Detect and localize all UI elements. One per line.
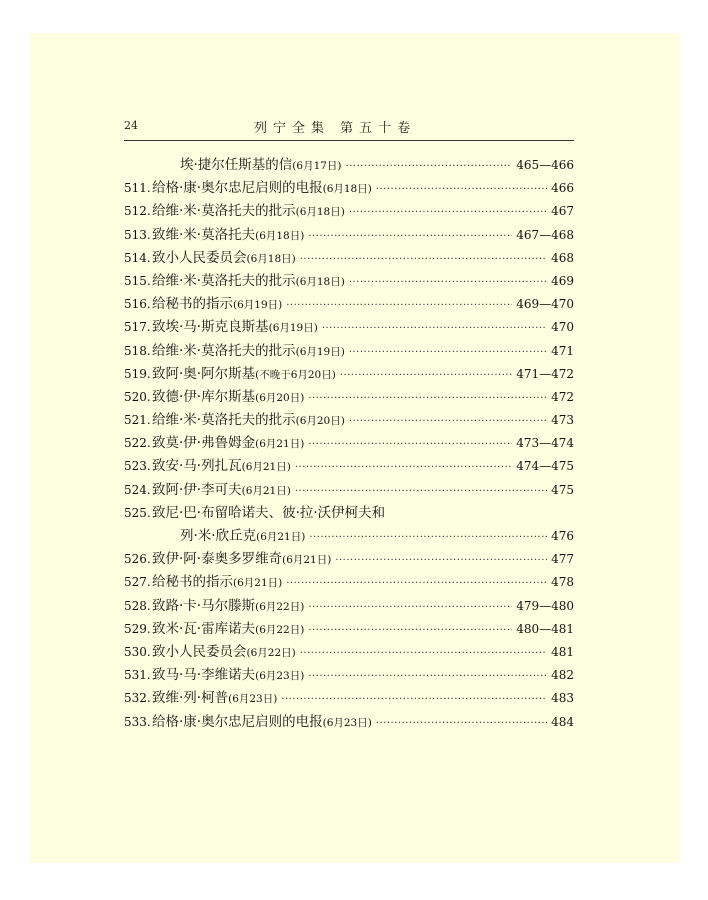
table-of-contents	[124, 153, 574, 733]
entry-date: (不晚于6月20日)	[255, 368, 336, 381]
entry-title: 给维·米·莫洛托夫的批示	[152, 272, 296, 289]
entry-title: 埃·捷尔任斯基的信	[180, 157, 293, 173]
entry-pages: 482	[551, 668, 574, 683]
toc-entry	[124, 292, 574, 315]
entry-pages: 483	[551, 691, 574, 706]
entry-date: (6月23日)	[255, 670, 305, 683]
entry-number: 523.	[124, 459, 151, 474]
entry-date: (6月21日)	[255, 438, 305, 451]
entry-pages: 476	[551, 529, 574, 543]
entry-date: (6月22日)	[255, 623, 305, 636]
leader-dots	[308, 393, 547, 404]
entry-number: 531.	[124, 668, 151, 683]
entry-date: (6月21日)	[282, 554, 332, 567]
entry-date: (6月19日)	[233, 299, 283, 312]
entry-number: 525.	[124, 505, 151, 520]
entry-date: (6月18日)	[246, 252, 296, 265]
toc-entry	[124, 478, 574, 501]
entry-number: 533.	[124, 714, 151, 729]
toc-entry	[124, 315, 574, 338]
leader-dots	[349, 207, 547, 218]
toc-entry	[124, 199, 574, 222]
entry-date: (6月18日)	[295, 275, 345, 288]
entry-title: 给秘书的指示	[152, 296, 233, 313]
entry-pages: 465—466	[516, 158, 574, 172]
leader-dots	[295, 486, 547, 497]
leader-dots	[346, 161, 513, 172]
toc-entry	[124, 594, 574, 617]
entry-date: (6月21日)	[241, 484, 291, 497]
leader-dots	[349, 416, 547, 427]
entry-title: 致维·列·柯普	[152, 690, 229, 707]
entry-title: 给维·米·莫洛托夫的批示	[152, 412, 296, 429]
entry-title: 致尼·巴·布留哈诺夫、彼·拉·沃伊柯夫和	[152, 504, 386, 521]
leader-dots	[295, 462, 512, 473]
leader-dots	[300, 648, 547, 659]
entry-title: 致米·瓦·雷库诺夫	[152, 620, 256, 637]
leader-dots	[300, 254, 547, 265]
entry-title: 给维·米·莫洛托夫的批示	[152, 203, 296, 220]
running-title: 列宁全集 第五十卷	[254, 121, 417, 136]
entry-pages: 471	[551, 343, 574, 358]
entry-number: 520.	[124, 389, 151, 404]
entry-number: 528.	[124, 598, 151, 613]
leader-dots	[281, 694, 547, 705]
entry-date: (6月17日)	[292, 160, 342, 172]
entry-number: 513.	[124, 227, 151, 242]
entry-pages: 474—475	[516, 459, 574, 474]
toc-entry	[124, 223, 574, 246]
entry-number: 526.	[124, 552, 151, 567]
entry-number: 516.	[124, 297, 151, 312]
entry-date: (6月18日)	[255, 229, 305, 242]
leader-dots	[376, 184, 547, 195]
toc-entry	[124, 547, 574, 570]
toc-entry	[124, 153, 574, 176]
toc-entry	[124, 269, 574, 292]
leader-dots	[286, 578, 547, 589]
entry-date: (6月22日)	[255, 600, 305, 613]
entry-date: (6月23日)	[322, 716, 372, 729]
entry-pages: 480—481	[516, 621, 574, 636]
entry-title: 致莫·伊·弗鲁姆金	[152, 435, 256, 452]
toc-entry	[124, 362, 574, 385]
entry-title: 致阿·伊·李可夫	[152, 481, 242, 498]
toc-entry	[124, 570, 574, 593]
entry-number: 515.	[124, 273, 151, 288]
header-rule	[124, 140, 574, 141]
leader-dots	[335, 555, 547, 566]
entry-title: 致路·卡·马尔滕斯	[152, 597, 256, 614]
toc-entry	[124, 246, 574, 269]
toc-entry	[124, 710, 574, 733]
entry-pages: 470	[551, 320, 574, 335]
toc-entry	[124, 408, 574, 431]
toc-entry	[124, 617, 574, 640]
entry-title: 给秘书的指示	[152, 574, 233, 591]
entry-date: (6月21日)	[256, 531, 306, 543]
leader-dots	[376, 718, 547, 729]
entry-pages: 471—472	[516, 366, 574, 381]
entry-number: 527.	[124, 575, 151, 590]
entry-pages: 466	[551, 181, 574, 196]
leader-dots	[308, 231, 512, 242]
entry-pages: 479—480	[516, 598, 574, 613]
entry-pages: 472	[551, 389, 574, 404]
entry-date: (6月19日)	[268, 322, 318, 335]
toc-entry	[124, 454, 574, 477]
entry-number: 532.	[124, 691, 151, 706]
entry-number: 524.	[124, 482, 151, 497]
entry-title: 致伊·阿·泰奥多罗维奇	[152, 551, 283, 568]
entry-date: (6月21日)	[233, 577, 283, 590]
entry-date: (6月18日)	[295, 206, 345, 219]
leader-dots	[309, 532, 547, 543]
entry-pages: 468	[551, 250, 574, 265]
leader-dots	[349, 347, 547, 358]
leader-dots	[286, 300, 512, 311]
leader-dots	[349, 277, 547, 288]
toc-entry	[124, 501, 574, 524]
entry-date: (6月18日)	[322, 183, 372, 196]
toc-entry	[124, 524, 574, 547]
entry-number: 517.	[124, 320, 151, 335]
toc-entry	[124, 339, 574, 362]
entry-date: (6月23日)	[228, 693, 278, 706]
entry-date: (6月20日)	[295, 415, 345, 428]
entry-date: (6月21日)	[241, 461, 291, 474]
entry-title: 给格·康·奥尔忠尼启则的电报	[152, 713, 323, 730]
entry-pages: 481	[551, 644, 574, 659]
entry-title: 致埃·马·斯克良斯基	[152, 319, 269, 336]
entry-title: 致小人民委员会	[152, 643, 247, 660]
entry-number: 518.	[124, 343, 151, 358]
toc-entry	[124, 663, 574, 686]
leader-dots	[308, 439, 512, 450]
entry-pages: 477	[551, 552, 574, 567]
entry-number: 514.	[124, 250, 151, 265]
entry-title: 致安·马·列扎瓦	[152, 458, 242, 475]
entry-title: 致阿·奥·阿尔斯基	[152, 365, 256, 382]
leader-dots	[322, 323, 547, 334]
leader-dots	[308, 625, 512, 636]
page-header	[124, 117, 574, 139]
entry-date: (6月20日)	[255, 391, 305, 404]
entry-pages: 475	[551, 482, 574, 497]
toc-entry	[124, 385, 574, 408]
entry-pages: 478	[551, 575, 574, 590]
entry-pages: 473—474	[516, 436, 574, 451]
entry-pages: 467	[551, 204, 574, 219]
toc-entry	[124, 176, 574, 199]
entry-pages: 484	[551, 714, 574, 729]
entry-number: 521.	[124, 413, 151, 428]
entry-pages: 467—468	[516, 227, 574, 242]
entry-number: 511.	[124, 181, 151, 196]
toc-entry	[124, 431, 574, 454]
entry-title: 致维·米·莫洛托夫	[152, 226, 256, 243]
entry-date: (6月22日)	[246, 646, 296, 659]
entry-pages: 469	[551, 273, 574, 288]
entry-title: 列·米·欣丘克	[180, 528, 257, 544]
entry-date: (6月19日)	[295, 345, 345, 358]
leader-dots	[308, 602, 512, 613]
leader-dots	[340, 370, 512, 381]
entry-title: 致德·伊·库尔斯基	[152, 388, 256, 405]
entry-number: 529.	[124, 621, 151, 636]
entry-title: 给维·米·莫洛托夫的批示	[152, 342, 296, 359]
entry-number: 522.	[124, 436, 151, 451]
entry-number: 519.	[124, 366, 151, 381]
toc-entry	[124, 640, 574, 663]
entry-pages: 473	[551, 413, 574, 428]
entry-title: 给格·康·奥尔忠尼启则的电报	[152, 180, 323, 197]
toc-entry	[124, 686, 574, 709]
entry-title: 致马·马·李维诺夫	[152, 667, 256, 684]
entry-pages: 469—470	[516, 297, 574, 312]
entry-number: 512.	[124, 204, 151, 219]
entry-number: 530.	[124, 644, 151, 659]
page-number: 24	[124, 119, 138, 132]
entry-title: 致小人民委员会	[152, 249, 247, 266]
leader-dots	[308, 671, 547, 682]
